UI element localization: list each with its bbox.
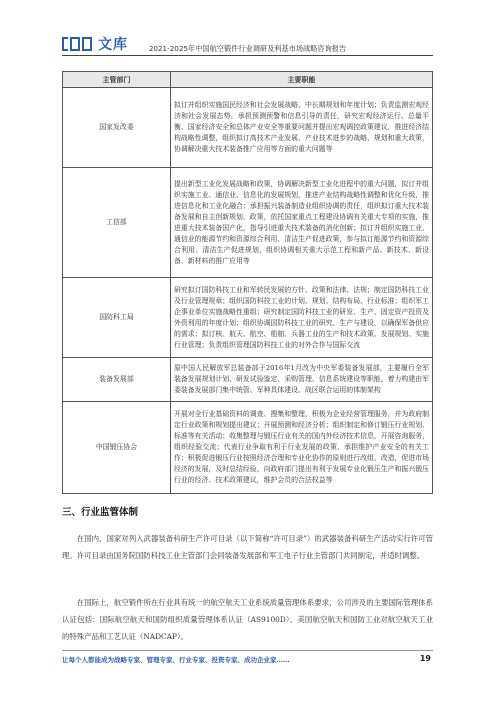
duty-cell: 原中国人民解放军总装备部于2016年1月改为中央军委装备发展部，主要履行全军装备发展规划计划、研发试验鉴定、采购管理、信息系统建设等职能，着力构建由军委装备发展部门集中统管、军种具体建设、战区联合运用的体制架构 bbox=[171, 358, 433, 402]
table-row bbox=[63, 88, 433, 168]
footer-tagline: 让每个人都能成为战略专家、管理专家、行业专家、投资专家、成功企业家…… bbox=[62, 656, 290, 664]
duty-cell: 开展对全行业基础资料的调查、搜集和整理，积极为企业经营管理服务，并为政府制定行业政策和规划提出建议；开展预测和经济分析；组织制定和修订锻压行业规划、标准等有关活动；收集整理与锻压行业有关的国内外经济技术信息，开展咨询服务，组织经验交流；代表行业争取有利于行业发展的政策、承担维护产业安全的有关工作；积极促进锻压行业按照经济合理和专业化协作的原则进行改组、改造，促进市场经济的发展，及时总结经验，向政府部门提出有利于发展专业化锻压生产和振兴锻压行业的经济、技术政策建议，维护会员的合法权益等 bbox=[171, 402, 433, 494]
table-row bbox=[63, 168, 433, 278]
dept-cell: 国家发改委 bbox=[63, 88, 171, 168]
section-heading: 三、行业监管体制 bbox=[62, 507, 139, 518]
column-header-duty: 主要职能 bbox=[171, 72, 433, 88]
body-paragraph: 在国内，国家对列入武器装备科研生产许可目录（以下简称“许可目录”）的武器装备科研生产活动实行许可管理。许可目录由国务院国防科技工业主管部门会同装备发展部和军工电子行业主管部门共同制定，并适时调整。 bbox=[62, 534, 433, 560]
dept-cell: 工信部 bbox=[63, 168, 171, 278]
dept-cell: 装备发展部 bbox=[63, 358, 171, 402]
table-row bbox=[63, 278, 433, 358]
report-title: 2021-2025年中国航空锻件行业调研及利基市场战略咨询报告 bbox=[148, 44, 347, 53]
duty-cell: 提出新型工业化发展战略和政策，协调解决新型工业化进程中的重大问题，拟订并组织实施工业、通信业、信息化的发展规划，推进产业结构战略性调整和优化升级，推进信息化和工业化融合；承担振兴装备制造业组织协调的责任，组织拟订重大技术装备发展和自主创新规划、政策，依托国家重点工程建设协调有关重大专项的实施，推进重大技术装备国产化，指导引进重大技术装备的消化创新；拟订并组织实施工业、通信业的能源节约和资源综合利用、清洁生产促进政策，参与拟订能源节约和资源综合利用、清洁生产促进规划，组织协调相关重大示范工程和新产品、新技术、新设备、新材料的推广应用等 bbox=[171, 168, 433, 278]
dept-cell: 国防科工局 bbox=[63, 278, 171, 358]
page-number: 19 bbox=[419, 654, 431, 663]
duty-cell: 拟订并组织实施国民经济和社会发展战略、中长期规划和年度计划；负责监测宏观经济和社会发展态势，承担预测预警和信息引导的责任，研究宏观经济运行、总量平衡、国家经济安全和总体产业安全等重要问题并提出宏观调控政策建议，推进经济结构战略性调整，组织拟订高技术产业发展、产业技术进步的战略、规划和重大政策，协调解决重大技术装备推广应用等方面的重大问题等 bbox=[171, 88, 433, 168]
regulator-table bbox=[62, 71, 433, 494]
header-divider bbox=[62, 55, 433, 56]
logo-text: 文库 bbox=[98, 37, 128, 53]
table-header-row bbox=[63, 72, 433, 88]
table-row bbox=[63, 358, 433, 402]
footer-divider bbox=[62, 650, 433, 651]
duty-cell: 研究拟订国防科技工业和军转民发展的方针、政策和法律、法规；制定国防科技工业及行业管理规章；组织国防科技工业的计划、规划、结构布局、行业标准；组织军工企事业单位实施战略性重组；研究制定国防科技工业的研发、生产、固定资产投资及外资利用的年度计划；组织协调国防科技工业的研究、生产与建设，以确保军备供应的需求；拟订核、航天、航空、船舶、兵器工业的生产和技术政策、发展规划、实施行业管理；负责组织管理国防科技工业的对外合作与国际交流 bbox=[171, 278, 433, 358]
table-row bbox=[63, 402, 433, 494]
column-header-dept: 主管部门 bbox=[63, 72, 171, 88]
dept-cell: 中国锻压协会 bbox=[63, 402, 171, 494]
body-paragraph: 在国际上，航空锻件所在行业具有统一的航空航天工业系统质量管理体系要求，公司涉及的主要国际管理体系认证包括：国际航空航天和国防组织质量管理体系认证（AS9100D）、美国航空航天和国防工业对航空航天工业的特殊产品和工艺认证（NADCAP）。 bbox=[62, 598, 433, 641]
page-header bbox=[0, 0, 499, 60]
